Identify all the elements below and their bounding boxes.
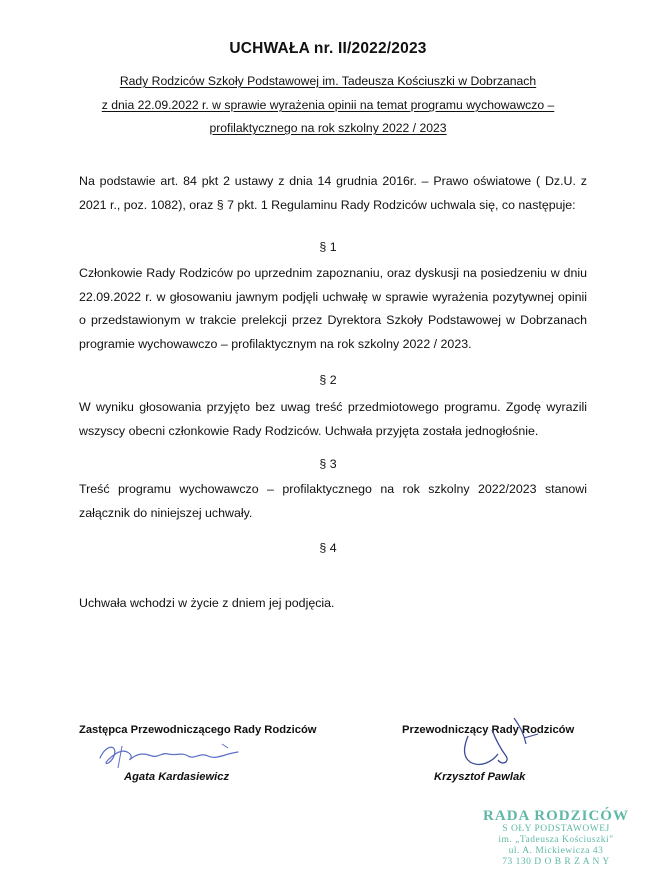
council-stamp [476,808,636,868]
stamp-line-3: im. „Tadeusza Kościuszki" [498,835,614,845]
preamble-paragraph: Na podstawie art. 84 pkt 2 ustawy z dnia 14 grudnia 2016r. – Prawo oświatowe ( Dz.U. z 2021 r., poz. 1082), oraz § 7 pkt. 1 Regulaminu Rady Rodziców uchwala się, co następuje: [79,174,587,212]
chair-name: Krzysztof Pawlak [434,771,526,783]
subtitle-line-1: Rady Rodziców Szkoły Podstawowej im. Tadeusza Kościuszki w Dobrzanach [119,74,537,88]
section-1-text: Członkowie Rady Rodziców po uprzednim zapoznaniu, oraz dyskusji na posiedzeniu w dniu 22.09.2022 r. w głosowaniu jawnym podjęli uchwałę w sprawie wyrażenia pozytywnej opinii o przedstawionym w trakcie prelekcji przez Dyrektora Szkoły Podstawowej w Dobrzanach programie wychowawczo – profilaktycznym na rok szkolny 2022 / 2023. [79,266,587,351]
stamp-line-4: ul. A. Mickiewicza 43 [508,846,604,856]
vice-chair-role: Zastępca Przewodniczącego Rady Rodziców [79,724,317,736]
section-1-heading: § 1 [319,240,337,254]
section-3-text: Treść programu wychowawczo – profilaktycznego na rok szkolny 2022/2023 stanowi załącznik do niniejszej uchwały. [79,482,587,520]
section-2-heading: § 2 [319,373,337,387]
section-2-text: W wyniku głosowania przyjęto bez uwag treść przedmiotowego programu. Zgodę wyrazili wszyscy obecni członkowie Rady Rodziców. Uchwała przyjęta została jednogłośnie. [79,400,587,438]
stamp-line-1: RADA RODZICÓW [483,808,629,824]
vice-chair-name: Agata Kardasiewicz [124,771,230,783]
stamp-line-2: S OŁY PODSTAWOWEJ [502,824,610,834]
stamp-line-5: 73 130 D O B R Z A N Y [502,857,610,867]
chair-role: Przewodniczący Rady Rodziców [402,724,575,736]
section-4-heading: § 4 [319,541,337,555]
subtitle-line-2: z dnia 22.09.2022 r. w sprawie wyrażenia opinii na temat programu wychowawczo – [101,98,555,112]
section-3-heading: § 3 [319,457,337,471]
section-4-text: Uchwała wchodzi w życie z dniem jej podjęcia. [79,596,335,610]
vice-chair-signature [96,738,246,774]
resolution-title: UCHWAŁA nr. II/2022/2023 [229,40,427,57]
subtitle-line-3: profilaktycznego na rok szkolny 2022 / 2023 [209,121,447,135]
chair-signature [440,712,570,774]
